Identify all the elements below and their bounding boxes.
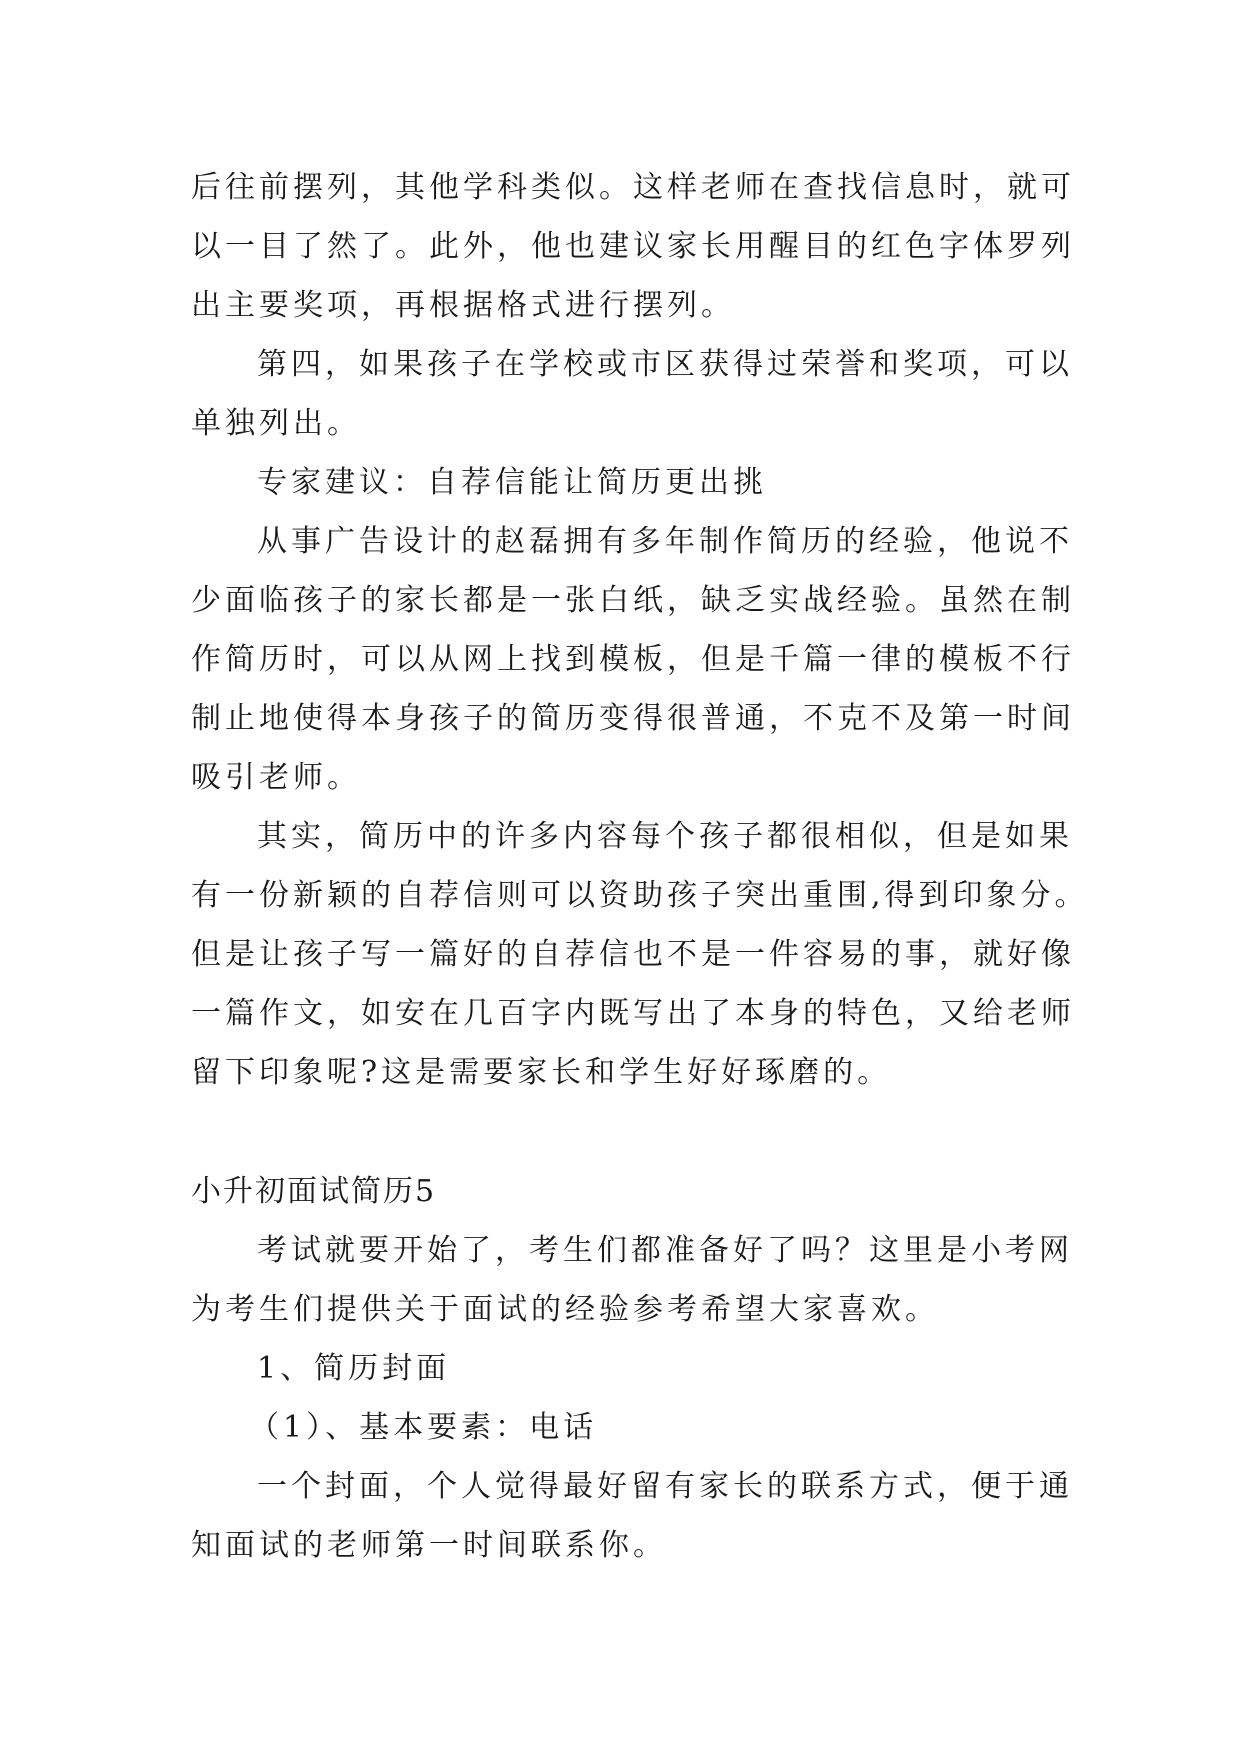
- paragraph-line: 知面试的老师第一时间联系你。: [191, 1528, 667, 1563]
- paragraph-line: 出主要奖项，再根据格式进行摆列。: [191, 288, 735, 323]
- paragraph-line: 留下印象呢?这是需要家长和学生好好琢磨的。: [191, 1055, 892, 1090]
- paragraph-line: 一篇作文，如安在几百字内既写出了本身的特色，又给老师: [191, 996, 1075, 1031]
- paragraph-line: 少面临孩子的家长都是一张白纸，缺乏实战经验。虽然在制: [191, 583, 1075, 618]
- paragraph-line: 后往前摆列，其他学科类似。这样老师在查找信息时，就可: [191, 170, 1075, 205]
- paragraph-line: 以一目了然了。此外，他也建议家长用醒目的红色字体罗列: [191, 229, 1075, 264]
- paragraph-line: 第四，如果孩子在学校或市区获得过荣誉和奖项，可以: [257, 347, 1073, 382]
- paragraph-line: 制止地使得本身孩子的简历变得很普通，不克不及第一时间: [191, 701, 1075, 736]
- list-heading: 1、简历封面: [257, 1351, 451, 1386]
- paragraph-line: 为考生们提供关于面试的经验参考希望大家喜欢。: [191, 1292, 939, 1327]
- paragraph-line: 其实，简历中的许多内容每个孩子都很相似，但是如果: [257, 819, 1073, 854]
- paragraph-line: 单独列出。: [191, 406, 361, 441]
- list-subheading: （1）、基本要素：电话: [249, 1410, 598, 1445]
- paragraph-line: 考试就要开始了，考生们都准备好了吗？这里是小考网: [257, 1233, 1073, 1268]
- paragraph-line: 吸引老师。: [191, 760, 361, 795]
- paragraph-line: 作简历时，可以从网上找到模板，但是千篇一律的模板不行: [191, 642, 1075, 677]
- paragraph-line: 有一份新颖的自荐信则可以资助孩子突出重围,得到印象分。: [191, 878, 1089, 913]
- section-subheading: 专家建议：自荐信能让简历更出挑: [257, 465, 767, 500]
- paragraph-line: 从事广告设计的赵磊拥有多年制作简历的经验，他说不: [257, 524, 1073, 559]
- paragraph-line: 一个封面，个人觉得最好留有家长的联系方式，便于通: [257, 1469, 1073, 1504]
- section-heading: 小升初面试简历5: [191, 1174, 437, 1209]
- paragraph-line: 但是让孩子写一篇好的自荐信也不是一件容易的事，就好像: [191, 937, 1075, 972]
